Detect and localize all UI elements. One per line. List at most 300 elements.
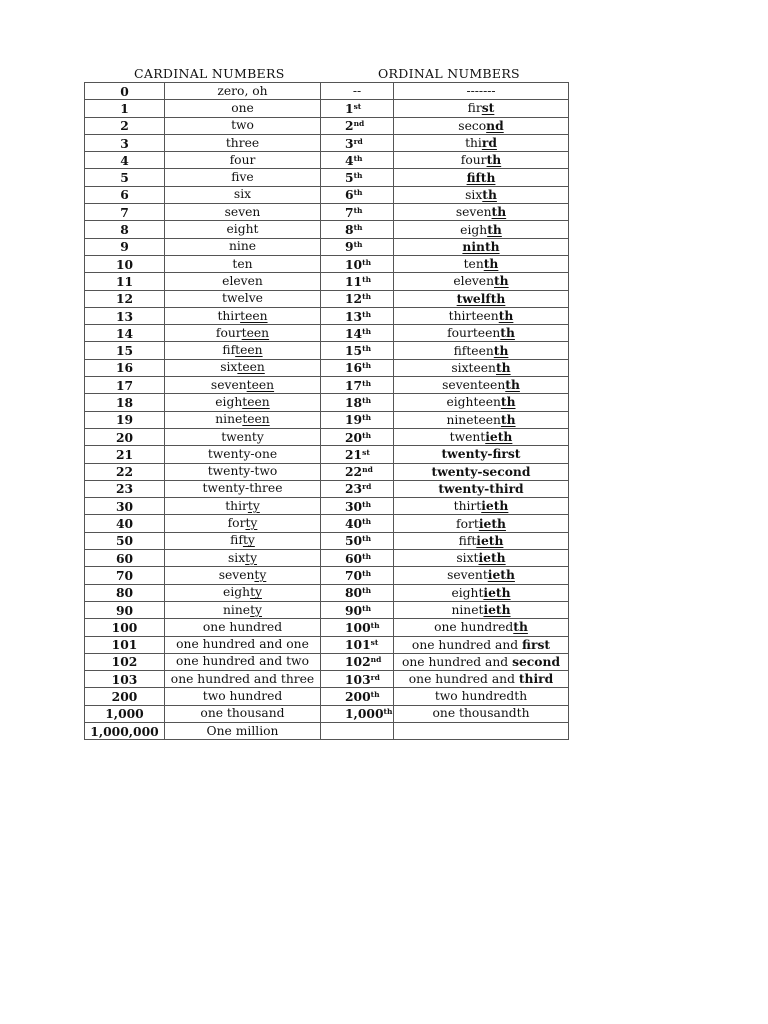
cardinal-word [165, 653, 321, 670]
ordinal-word-part: six [465, 187, 483, 202]
cardinal-word [165, 480, 321, 497]
ordinal-word-part: fort [456, 516, 479, 531]
ordinal-number [321, 186, 394, 203]
ordinal-number [321, 325, 394, 342]
table-row [85, 325, 569, 342]
ordinal-number-text: 19 [345, 412, 363, 428]
cardinal-word [165, 359, 321, 376]
ordinal-word-part: ieth [481, 498, 509, 514]
ordinal-number-text: 60 [345, 550, 363, 566]
cardinal-word [165, 255, 321, 272]
cardinal-word-part: seven [210, 377, 247, 392]
ordinal-word [394, 307, 569, 324]
cardinal-number: 12 [85, 290, 165, 307]
ordinal-number-text: 2 [345, 118, 354, 134]
cardinal-word [165, 152, 321, 169]
table-row [85, 117, 569, 134]
ordinal-suffix: th [362, 326, 372, 336]
cardinal-number: 23 [85, 480, 165, 497]
cardinal-word-part: three [225, 135, 260, 150]
cardinal-word [165, 446, 321, 463]
ordinal-word-part: th [505, 377, 520, 393]
ordinal-cardinal-sheet [84, 64, 568, 740]
column-headers [84, 64, 568, 82]
cardinal-word-part: zero, oh [217, 83, 268, 98]
ordinal-word-part: ieth [487, 567, 515, 583]
ordinal-word [394, 273, 569, 290]
ordinal-number-text: 17 [345, 377, 363, 393]
ordinal-number [321, 428, 394, 445]
ordinal-word-part: th [498, 308, 514, 323]
ordinal-suffix: th [362, 361, 372, 371]
cardinal-word-part: six [233, 187, 252, 202]
ordinal-word [394, 722, 569, 739]
ordinal-number-text: 16 [345, 360, 363, 376]
ordinal-number [321, 377, 394, 394]
ordinal-suffix: th [353, 188, 363, 198]
cardinal-word-part: six [227, 550, 246, 565]
ordinal-number [321, 134, 394, 151]
ordinal-word-part: nineteen [446, 412, 501, 427]
table-row [85, 532, 569, 549]
table-row [85, 705, 569, 722]
ordinal-word [394, 100, 569, 117]
ordinal-number [321, 359, 394, 376]
ordinal-number-text: 1 [345, 100, 354, 116]
table-row [85, 619, 569, 636]
ordinal-word-part: fifteen [453, 343, 494, 358]
ordinal-number-text: 7 [345, 204, 354, 220]
ordinal-word [394, 463, 569, 480]
ordinal-word-part: seventeen [442, 378, 506, 393]
cardinal-word [165, 100, 321, 117]
ordinal-suffix: st [370, 638, 379, 648]
ordinal-word-part: th [486, 152, 502, 168]
cardinal-number: 3 [85, 134, 165, 151]
cardinal-word [165, 584, 321, 601]
cardinal-number: 0 [85, 83, 165, 100]
ordinal-number-text: 6 [345, 187, 354, 203]
cardinal-word-part: teen [241, 325, 270, 340]
ordinal-number-text: 9 [345, 239, 354, 255]
ordinal-word [394, 411, 569, 428]
cardinal-number: 10 [85, 255, 165, 272]
ordinal-number [321, 411, 394, 428]
ordinal-word [394, 480, 569, 497]
ordinal-word-part: ieth [478, 550, 506, 566]
cardinal-number: 50 [85, 532, 165, 549]
ordinal-word-part: fift [458, 533, 477, 548]
ordinal-word [394, 515, 569, 532]
ordinal-number-text: 40 [345, 516, 363, 532]
ordinal-word [394, 134, 569, 151]
ordinal-number [321, 446, 394, 463]
ordinal-number-text: 70 [345, 567, 363, 583]
table-row [85, 152, 569, 169]
cardinal-word [165, 377, 321, 394]
table-row [85, 671, 569, 688]
ordinal-word-part: twent [449, 430, 486, 445]
ordinal-number-text: 11 [345, 273, 363, 289]
cardinal-word [165, 532, 321, 549]
ordinal-number [321, 498, 394, 515]
ordinal-suffix: th [362, 517, 372, 527]
ordinal-word [394, 636, 569, 653]
ordinal-word-part: sevent [447, 568, 488, 583]
ordinal-word-part: sixt [456, 551, 479, 566]
ordinal-number [321, 83, 394, 100]
ordinal-number-text: 30 [345, 498, 363, 514]
cardinal-word-part: seven [224, 204, 261, 219]
ordinal-number-text: 4 [345, 152, 354, 168]
ordinal-number [321, 705, 394, 722]
ordinal-number [321, 567, 394, 584]
cardinal-word [165, 722, 321, 739]
ordinal-suffix: th [362, 551, 372, 561]
ordinal-number-text: 3 [345, 135, 354, 151]
table-row [85, 100, 569, 117]
table-row [85, 653, 569, 670]
ordinal-suffix: rd [362, 482, 372, 492]
table-row [85, 204, 569, 221]
ordinal-suffix: th [362, 257, 372, 267]
table-row [85, 186, 569, 203]
ordinal-suffix: nd [353, 119, 365, 129]
ordinal-number [321, 100, 394, 117]
ordinal-suffix: st [353, 101, 362, 111]
ordinal-word-part: th [482, 186, 497, 202]
cardinal-header: CARDINAL NUMBERS [134, 66, 285, 81]
cardinal-number: 13 [85, 307, 165, 324]
ordinal-word-part: first [522, 636, 551, 652]
ordinal-word [394, 584, 569, 601]
ordinal-word [394, 394, 569, 411]
ordinal-word-part: th [494, 273, 509, 289]
cardinal-word-part: for [227, 516, 246, 531]
ordinal-word-part: th [500, 411, 516, 427]
cardinal-word-part: one [231, 100, 254, 115]
ordinal-word-part: one hundred [434, 620, 514, 635]
ordinal-word-part: one hundred and [408, 672, 519, 687]
ordinal-word [394, 238, 569, 255]
ordinal-word-part: seco [458, 118, 487, 133]
ordinal-word-part: two hundredth [434, 689, 528, 704]
table-row [85, 550, 569, 567]
cardinal-word [165, 325, 321, 342]
table-row [85, 688, 569, 705]
ordinal-number [321, 238, 394, 255]
cardinal-word [165, 463, 321, 480]
cardinal-word-part: seven [218, 567, 255, 582]
cardinal-number: 7 [85, 204, 165, 221]
ordinal-number [321, 169, 394, 186]
table-row [85, 411, 569, 428]
cardinal-number: 14 [85, 325, 165, 342]
ordinal-word [394, 619, 569, 636]
table-row [85, 307, 569, 324]
cardinal-word [165, 428, 321, 445]
cardinal-number: 4 [85, 152, 165, 169]
table-row [85, 290, 569, 307]
ordinal-suffix: th [362, 413, 372, 423]
cardinal-word [165, 550, 321, 567]
ordinal-suffix: th [353, 171, 363, 181]
ordinal-word [394, 653, 569, 670]
ordinal-word [394, 152, 569, 169]
ordinal-word-part: ninth [462, 238, 500, 254]
cardinal-word-part: one hundred and two [176, 654, 309, 669]
table-row [85, 498, 569, 515]
ordinal-word-part: nd [486, 117, 504, 133]
ordinal-suffix: th [353, 153, 363, 163]
ordinal-number [321, 221, 394, 238]
ordinal-word [394, 221, 569, 238]
cardinal-word-part: eleven [222, 273, 263, 288]
cardinal-word-part: ty [247, 498, 260, 513]
cardinal-word-part: two [231, 118, 254, 133]
cardinal-word-part: twenty-three [202, 481, 283, 496]
ordinal-word [394, 117, 569, 134]
ordinal-word [394, 255, 569, 272]
ordinal-number-text: 102 [345, 654, 371, 670]
cardinal-number: 40 [85, 515, 165, 532]
cardinal-word [165, 83, 321, 100]
ordinal-number-text: 18 [345, 394, 363, 410]
cardinal-number: 80 [85, 584, 165, 601]
ordinal-number [321, 255, 394, 272]
ordinal-word [394, 428, 569, 445]
cardinal-word [165, 515, 321, 532]
cardinal-word [165, 342, 321, 359]
cardinal-word-part: ty [245, 550, 258, 565]
cardinal-word-part: ty [254, 567, 267, 582]
ordinal-number [321, 342, 394, 359]
cardinal-word-part: teen [237, 360, 265, 375]
cardinal-number: 60 [85, 550, 165, 567]
ordinal-suffix: th [362, 344, 372, 354]
ordinal-suffix: th [362, 274, 372, 284]
cardinal-number: 70 [85, 567, 165, 584]
ordinal-word-part: eight [451, 585, 484, 600]
cardinal-number: 103 [85, 671, 165, 688]
ordinal-word [394, 342, 569, 359]
table-row [85, 722, 569, 739]
ordinal-number-text: 100 [345, 619, 371, 635]
ordinal-word-part: th [495, 359, 511, 375]
ordinal-word-part: seven [455, 205, 492, 220]
ordinal-suffix: th [362, 499, 372, 509]
ordinal-word [394, 567, 569, 584]
ordinal-number [321, 290, 394, 307]
cardinal-word [165, 601, 321, 618]
cardinal-word [165, 705, 321, 722]
ordinal-number [321, 550, 394, 567]
cardinal-word-part: ten [232, 256, 253, 271]
cardinal-word-part: four [229, 152, 256, 167]
ordinal-word-part: th [500, 394, 516, 410]
ordinal-number-text: 101 [345, 637, 371, 653]
cardinal-word-part: thir [225, 498, 248, 513]
ordinal-suffix: th [370, 620, 380, 630]
ordinal-word-part: four [460, 153, 487, 168]
ordinal-suffix: th [362, 534, 372, 544]
ordinal-suffix: th [370, 690, 380, 700]
cardinal-word [165, 567, 321, 584]
ordinal-suffix: th [362, 378, 372, 388]
ordinal-word-part: th [500, 325, 515, 341]
cardinal-word [165, 498, 321, 515]
ordinal-word [394, 688, 569, 705]
cardinal-word-part: ty [250, 585, 262, 600]
cardinal-word-part: fif [230, 533, 243, 548]
table-row [85, 134, 569, 151]
ordinal-number [321, 636, 394, 653]
cardinal-word-part: ty [245, 516, 258, 531]
table-row [85, 601, 569, 618]
cardinal-word [165, 411, 321, 428]
table-row [85, 480, 569, 497]
ordinal-number [321, 204, 394, 221]
ordinal-number [321, 688, 394, 705]
cardinal-word-part: one hundred and three [170, 671, 315, 686]
ordinal-word-part: ieth [483, 584, 511, 600]
cardinal-word-part: ty [250, 602, 262, 617]
ordinal-word-part: sixteen [451, 360, 496, 375]
ordinal-number-text: 5 [345, 170, 354, 186]
table-row [85, 394, 569, 411]
ordinal-word-part: second [512, 653, 561, 669]
cardinal-word [165, 636, 321, 653]
ordinal-number-text: 80 [345, 585, 363, 601]
ordinal-number [321, 152, 394, 169]
ordinal-number [321, 671, 394, 688]
cardinal-word-part: teen [242, 394, 270, 409]
ordinal-number-text: 50 [345, 533, 363, 549]
ordinal-word [394, 290, 569, 307]
ordinal-word-part: st [481, 100, 495, 116]
cardinal-number: 1 [85, 100, 165, 117]
ordinal-number-text: 103 [345, 671, 371, 687]
cardinal-number: 19 [85, 411, 165, 428]
ordinal-number-text: 90 [345, 602, 363, 618]
table-row [85, 83, 569, 100]
cardinal-word [165, 273, 321, 290]
cardinal-number: 90 [85, 601, 165, 618]
ordinal-number-text: 22 [345, 464, 363, 480]
numbers-table [84, 82, 569, 740]
ordinal-number-text: 23 [345, 481, 363, 497]
table-row [85, 636, 569, 653]
ordinal-number-text: 1,000 [345, 706, 384, 722]
cardinal-word [165, 394, 321, 411]
ordinal-word [394, 325, 569, 342]
cardinal-word-part: fif [222, 343, 236, 358]
ordinal-number [321, 722, 394, 739]
ordinal-number-text: 8 [345, 222, 354, 238]
cardinal-word-part: one hundred [202, 619, 283, 634]
ordinal-number-text: 12 [345, 291, 363, 307]
cardinal-number: 11 [85, 273, 165, 290]
ordinal-number [321, 463, 394, 480]
cardinal-word-part: six [220, 360, 238, 375]
ordinal-word [394, 186, 569, 203]
ordinal-suffix: th [362, 292, 372, 302]
ordinal-suffix: th [362, 568, 372, 578]
cardinal-word-part: nine [223, 602, 251, 617]
cardinal-word-part: twelve [222, 291, 263, 306]
ordinal-suffix: th [362, 586, 372, 596]
ordinal-word-part: thi [465, 136, 482, 151]
ordinal-word-part: twenty-second [431, 463, 531, 479]
ordinal-word-part: fifth [466, 169, 496, 185]
table-row [85, 221, 569, 238]
ordinal-word-part: ninet [451, 603, 484, 618]
ordinal-word-part: th [493, 342, 509, 358]
cardinal-word-part: one hundred and one [176, 637, 309, 652]
cardinal-word [165, 238, 321, 255]
ordinal-suffix: th [353, 205, 363, 215]
table-row [85, 169, 569, 186]
ordinal-number-text: 14 [345, 325, 363, 341]
table-row [85, 584, 569, 601]
ordinal-word [394, 671, 569, 688]
table-row [85, 273, 569, 290]
cardinal-number: 200 [85, 688, 165, 705]
cardinal-word [165, 134, 321, 151]
ordinal-number [321, 273, 394, 290]
cardinal-number: 100 [85, 619, 165, 636]
cardinal-word-part: four [215, 325, 242, 340]
ordinal-word [394, 532, 569, 549]
table-row [85, 255, 569, 272]
ordinal-word-part: thirteen [448, 309, 499, 323]
ordinal-word [394, 705, 569, 722]
cardinal-number: 18 [85, 394, 165, 411]
ordinal-word-part: rd [481, 135, 497, 151]
ordinal-number-text: 20 [345, 429, 363, 445]
ordinal-word-part: th [491, 204, 507, 220]
ordinal-suffix: th [362, 430, 372, 440]
ordinal-word [394, 83, 569, 100]
cardinal-word-part: nine [228, 239, 257, 254]
ordinal-word-part: ------- [466, 83, 496, 98]
ordinal-word-part: ieth [485, 429, 513, 445]
ordinal-word-part: one thousandth [432, 706, 530, 721]
ordinal-word-part: fourteen [447, 326, 501, 341]
cardinal-word [165, 221, 321, 238]
ordinal-word [394, 498, 569, 515]
cardinal-number: 2 [85, 117, 165, 134]
cardinal-word-part: teen [240, 308, 268, 323]
cardinal-word-part: twenty [221, 429, 264, 444]
ordinal-number-text: 10 [345, 256, 363, 272]
cardinal-number: 16 [85, 359, 165, 376]
cardinal-number: 22 [85, 463, 165, 480]
ordinal-word-part: eigh [460, 222, 488, 237]
ordinal-word [394, 204, 569, 221]
ordinal-word [394, 550, 569, 567]
ordinal-word [394, 377, 569, 394]
cardinal-word-part: twenty-two [207, 464, 278, 479]
cardinal-number: 9 [85, 238, 165, 255]
cardinal-number: 21 [85, 446, 165, 463]
ordinal-suffix: th [362, 395, 372, 405]
ordinal-word [394, 169, 569, 186]
cardinal-number: 101 [85, 636, 165, 653]
cardinal-word [165, 307, 321, 324]
cardinal-word-part: two hundred [202, 689, 283, 704]
cardinal-word-part: eigh [223, 585, 251, 600]
